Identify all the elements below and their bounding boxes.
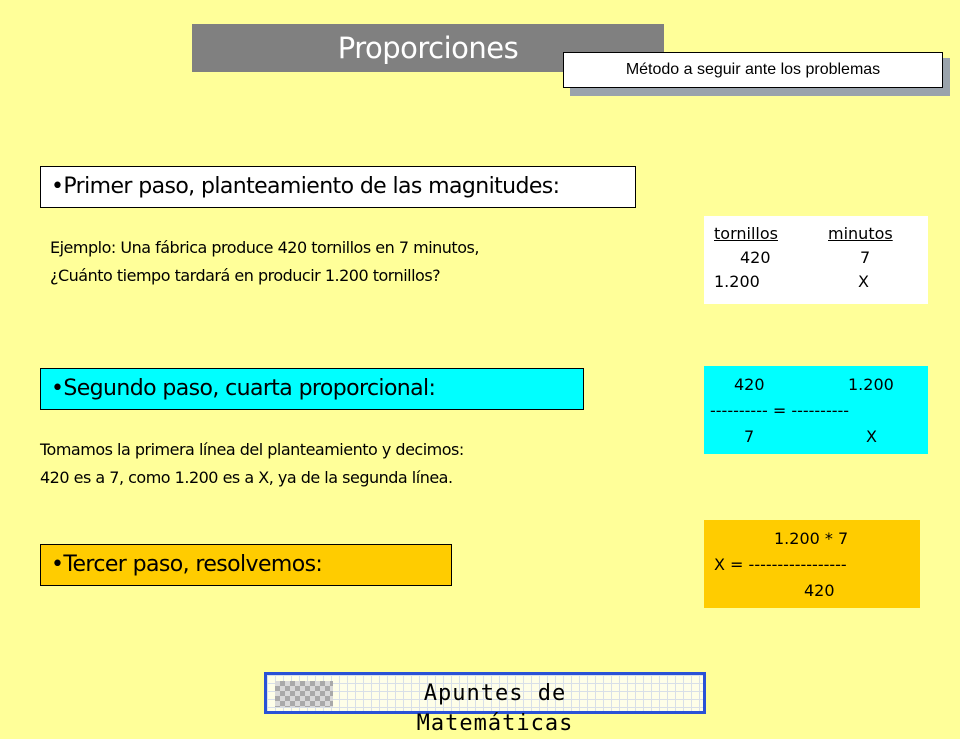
magnitudes-table <box>704 216 928 304</box>
solution-denominator: 420 <box>804 581 835 600</box>
solution-equation: X = ----------------- <box>714 555 847 574</box>
table-header-tornillos: tornillos <box>714 224 778 243</box>
step-3-box: •Tercer paso, resolvemos: <box>40 544 452 586</box>
table-cell-r2c1: 1.200 <box>714 272 760 291</box>
table-cell-r2c2: X <box>858 272 869 291</box>
explanation-line-1: Tomamos la primera línea del planteamiento y decimos: <box>40 440 464 459</box>
explanation-text <box>40 436 464 492</box>
example-text <box>50 234 479 290</box>
logo-checker-pattern <box>275 681 333 707</box>
step-1-box: •Primer paso, planteamiento de las magnitudes: <box>40 166 636 208</box>
proportion-bottom-right: X <box>866 427 877 446</box>
table-header-minutos: minutos <box>828 224 893 243</box>
proportion-fraction-line: ---------- = ---------- <box>710 401 850 420</box>
example-line-1: Ejemplo: Una fábrica produce 420 tornillos en 7 minutos, <box>50 238 479 257</box>
proportion-box <box>704 366 928 454</box>
method-button[interactable]: Método a seguir ante los problemas <box>563 52 943 88</box>
proportion-top-right: 1.200 <box>848 375 894 394</box>
proportion-top-left: 420 <box>734 375 765 394</box>
logo-banner <box>264 672 706 736</box>
proportion-bottom-left: 7 <box>744 427 755 446</box>
example-line-2: ¿Cuánto tiempo tardará en producir 1.200 tornillos? <box>50 266 441 285</box>
solution-numerator: 1.200 * 7 <box>774 529 849 548</box>
explanation-line-2: 420 es a 7, como 1.200 es a X, ya de la segunda línea. <box>40 468 453 487</box>
page-title: Proporciones <box>192 24 664 72</box>
step-2-box: •Segundo paso, cuarta proporcional: <box>40 368 584 410</box>
table-cell-r1c2: 7 <box>860 248 871 267</box>
logo-text: Apuntes de Matemáticas <box>416 681 574 736</box>
solution-box <box>704 520 920 608</box>
table-cell-r1c1: 420 <box>740 248 771 267</box>
